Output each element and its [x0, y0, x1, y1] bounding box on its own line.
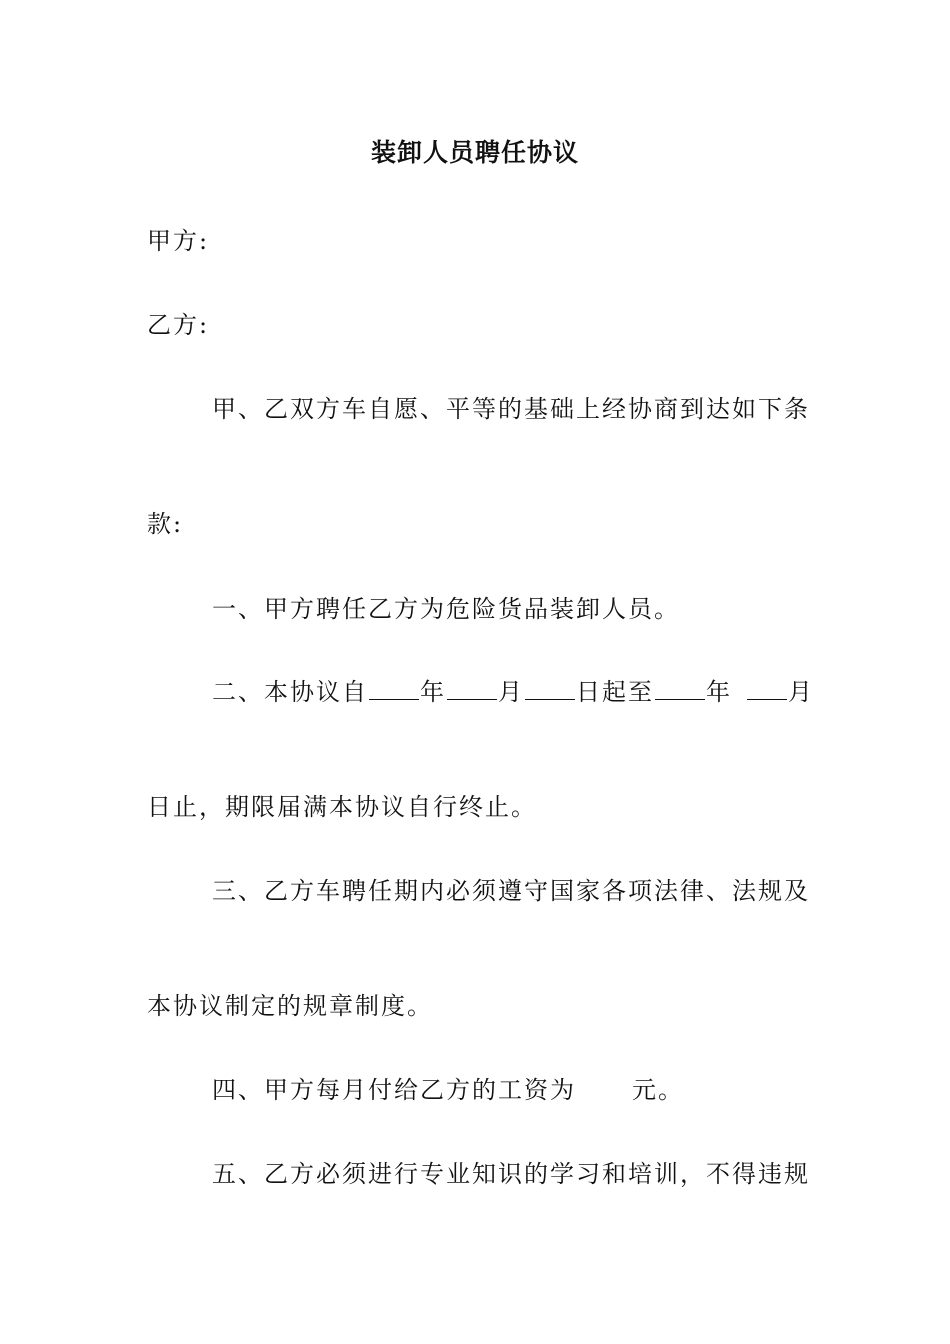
- start-month-blank: [447, 677, 497, 700]
- clause-2-line-1: [212, 672, 814, 707]
- clause-2-month-1: 月: [498, 678, 524, 706]
- start-day-blank: [525, 677, 575, 700]
- document-title: 装卸人员聘任协议: [370, 138, 579, 167]
- party-b-label: 乙方:: [147, 311, 210, 339]
- clause-2-year-2: 年: [706, 678, 732, 706]
- clause-4-unit: 元。: [632, 1076, 684, 1104]
- clause-1: 一、甲方聘任乙方为危险货品装卸人员。: [212, 595, 680, 623]
- clause-2-line-2: 日止，期限届满本协议自行终止。: [147, 793, 537, 821]
- intro-line-2: 款:: [147, 510, 184, 538]
- end-month-blank: [747, 677, 787, 700]
- start-year-blank: [369, 677, 419, 700]
- clause-5-line-1: 五、乙方必须进行专业知识的学习和培训，不得违规: [212, 1160, 810, 1188]
- clause-2-month-2: 月: [788, 678, 814, 706]
- intro-line-1: 甲、乙双方车自愿、平等的基础上经协商到达如下条: [212, 395, 810, 423]
- clause-3-line-2: 本协议制定的规章制度。: [147, 992, 433, 1020]
- clause-4-prefix: 四、甲方每月付给乙方的工资为: [212, 1076, 576, 1104]
- clause-2-prefix: 二、本协议自: [212, 678, 368, 706]
- clause-2-year-1: 年: [420, 678, 446, 706]
- end-year-blank: [655, 677, 705, 700]
- party-a-label: 甲方:: [147, 227, 210, 255]
- clause-3-line-1: 三、乙方车聘任期内必须遵守国家各项法律、法规及: [212, 877, 810, 905]
- clause-2-day-1: 日起至: [576, 678, 654, 706]
- clause-4: [212, 1070, 684, 1105]
